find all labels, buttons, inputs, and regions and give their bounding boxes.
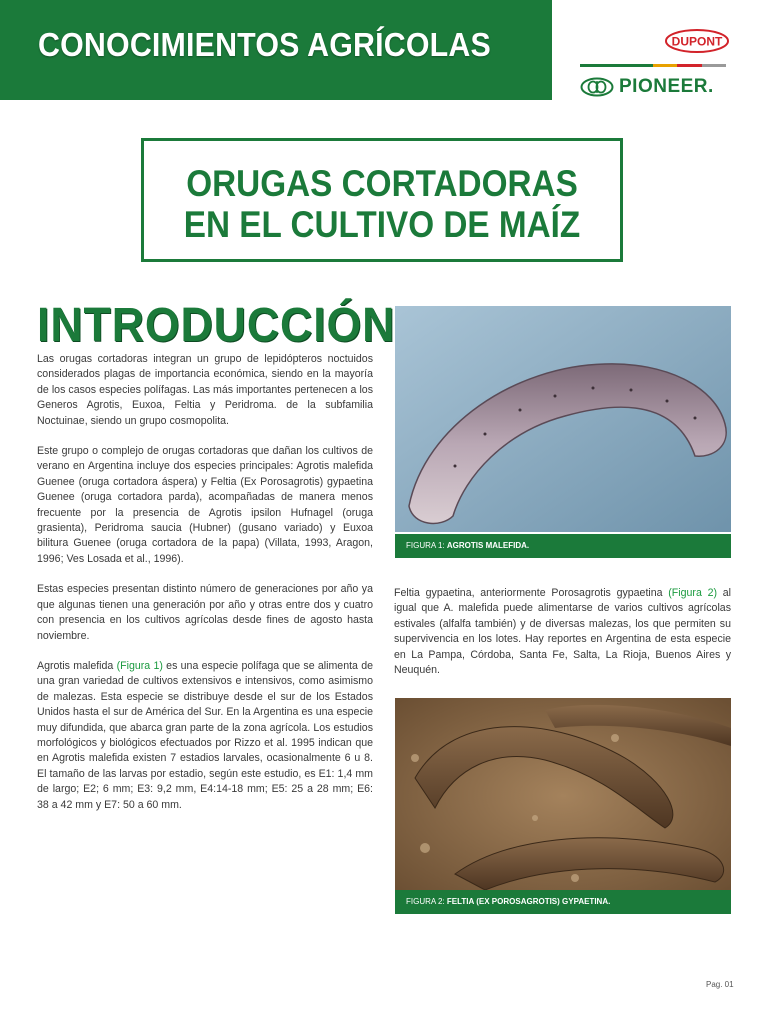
banner-title: CONOCIMIENTOS AGRÍCOLAS xyxy=(38,26,491,63)
figure-1-caption: FIGURA 1: AGROTIS MALEFIDA. xyxy=(395,534,731,558)
paragraph: Las orugas cortadoras integran un grupo de lepidópteros noctuidos considerados plagas de importancia económica, siendo en la mayoría de los casos especies polífagas. Las más importantes pertenecen a los Generos Agrotis, Euxoa, Feltia y Peridroma. de la subfamilia Noctuinae, siendo un grupo cosmopolita. xyxy=(37,353,373,427)
header-banner xyxy=(0,0,552,100)
figure-2-caption: FIGURA 2: FELTIA (EX POROSAGROTIS) GYPAETINA. xyxy=(395,890,731,914)
section-heading: INTRODUCCIÓN xyxy=(37,299,396,352)
right-text-column xyxy=(394,586,731,693)
pioneer-seed-icon xyxy=(580,77,614,97)
figure-2-photo xyxy=(395,698,731,894)
figure-2-reference: (Figura 2) xyxy=(668,587,717,599)
pioneer-logo-text: PIONEER. xyxy=(619,76,714,97)
document-title-line-2: EN EL CULTIVO DE MAÍZ xyxy=(183,204,581,245)
dupont-logo-text: DUPONT xyxy=(671,34,723,49)
paragraph: Este grupo o complejo de orugas cortadoras que dañan los cultivos de verano en Argentina incluye dos especies principales: Agrotis malefida Guenee (oruga cortadora áspera) y Feltia (Ex Porosagrotis) gypaetina Guenee (oruga cortadora parda), acompañadas de manera menos frecuente por la presencia de Agrotis ipsilon Hufnagel (oruga grasienta), Peridroma saucia (Hubner) (gusano variado) y Euxoa bilitura Guenee (oruga cortadora de la papa) (Villata, 1993, Aragon, 1996; Ves Losada et al., 1996). xyxy=(37,445,373,565)
paragraph: Estas especies presentan distinto número de generaciones por año ya que algunas tienen una generación por año y otras entre dos y cuatro con presencia en los cultivos agrícolas desde fines de agosto hasta noviembre. xyxy=(37,583,373,642)
left-text-column xyxy=(37,352,373,828)
figure-1-reference: (Figura 1) xyxy=(116,659,163,672)
page-number: Pag. 01 xyxy=(706,980,734,989)
caterpillar-illustration xyxy=(395,306,731,532)
document-title-box xyxy=(141,138,623,262)
pioneer-logo xyxy=(580,76,714,98)
figure-1-photo xyxy=(395,306,731,532)
caterpillars-on-soil-illustration xyxy=(395,698,731,894)
paragraph: Feltia gypaetina, anteriormente Porosagrotis gypaetina (Figura 2) al igual que A. malefida puede alimentarse de varios cultivos agrícolas estivales (alfalfa también) y de diversas malezas, los que permiten su supervivencia en los lotes. Hay reportes en Argentina de esta especie en La Pampa, Córdoba, Santa Fe, Salta, La Rioja, Buenos Aires y Neuquén. xyxy=(394,587,731,677)
logo-color-stripe xyxy=(580,64,726,67)
document-title-line-1: ORUGAS CORTADORAS xyxy=(186,163,578,204)
paragraph: Agrotis malefida (Figura 1) es una especie polífaga que se alimenta de una gran variedad de cultivos extensivos e intensivos, como asimismo de malezas. Esta especie se distribuye desde el sur de los Estados Unidos hasta el sur de América del Sur. En la Argentina es una especie muy difundida, que abarca gran parte de la zona agrícola. Los estudios morfológicos y biológicos efectuados por Rizzo et al. 1995 indican que en Agrotis malefida existen 7 estadios larvales, ocasionalmente 6 u 8. El tamaño de las larvas por estadio, según este estudio, es E1: 1,4 mm de largo; E2; 6 mm; E3: 9,2 mm, E4:14-18 mm; E5: 25 a 28 mm; E6: 38 a 42 mm y E7: 50 a 60 mm. xyxy=(37,659,373,811)
dupont-logo xyxy=(664,28,730,54)
